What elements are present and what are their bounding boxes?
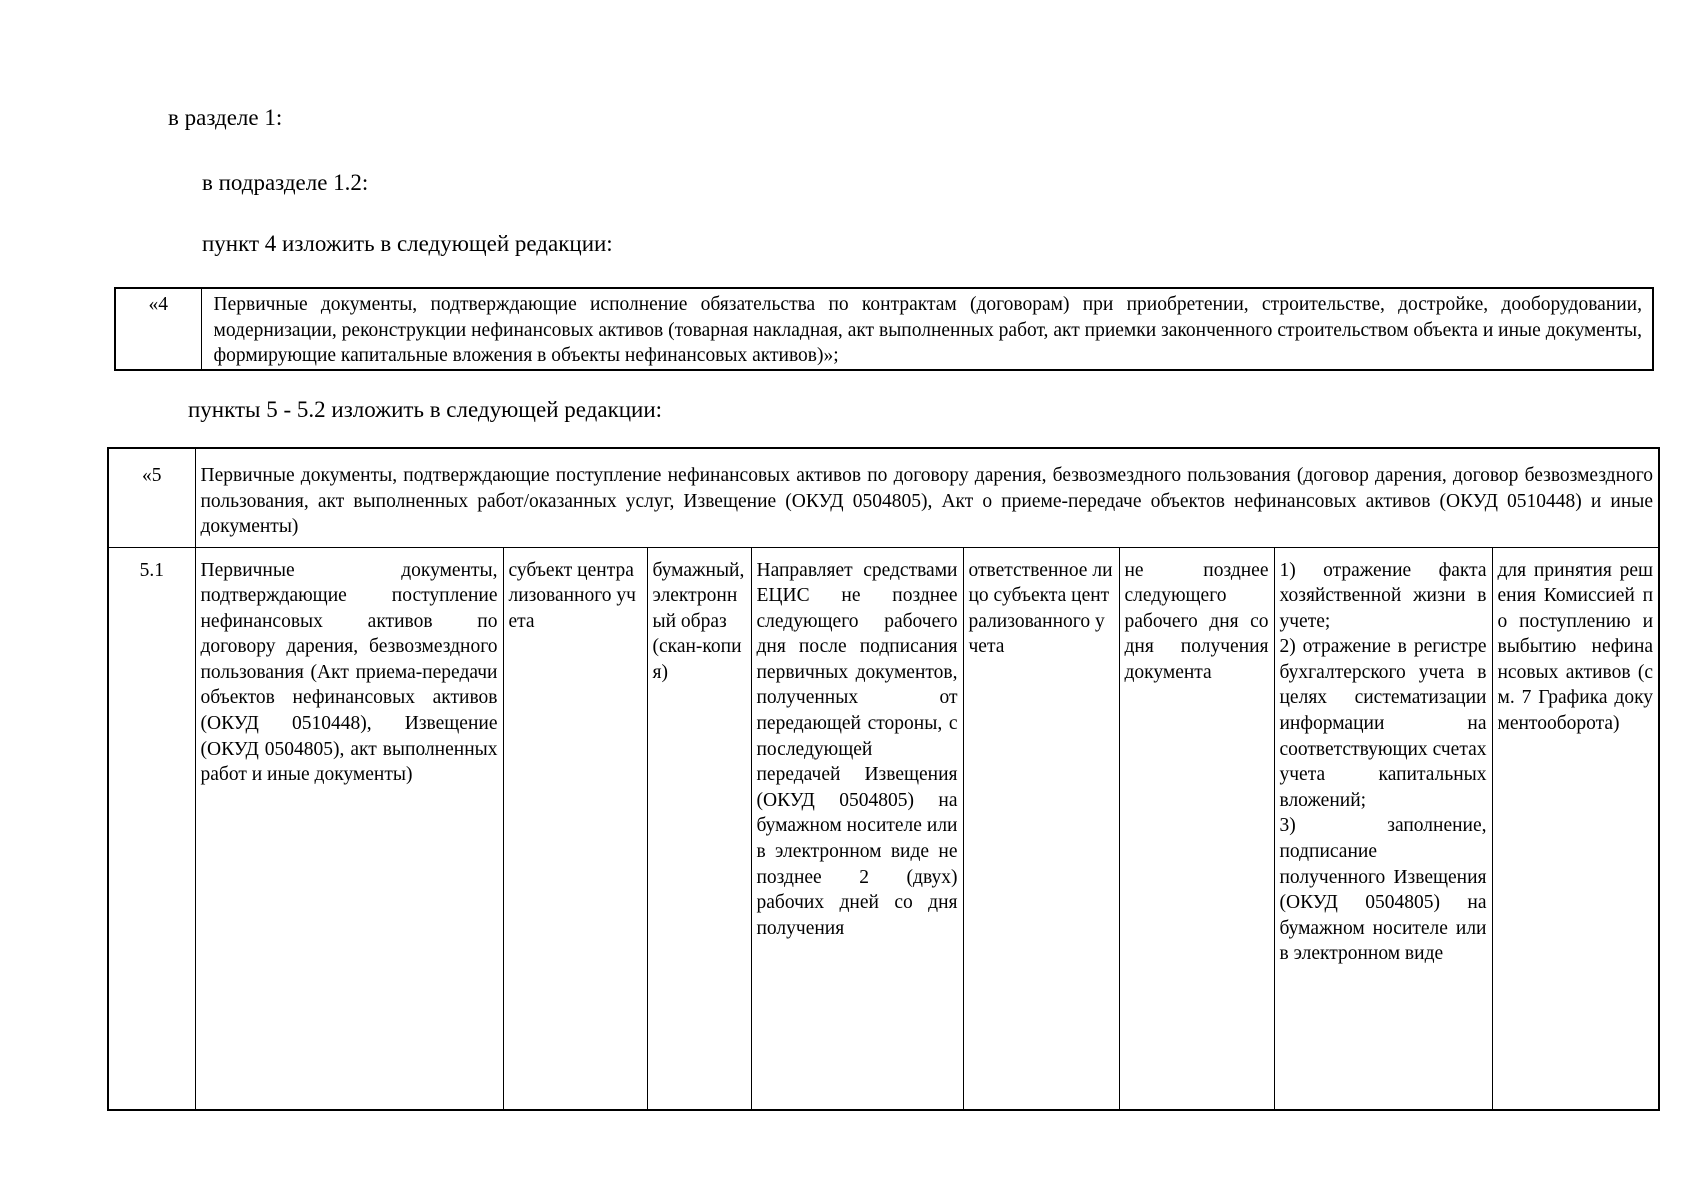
note-text: для принятия решения Комиссией по поступлению и выбытию нефинансовых активов (см. 7 Графика документооборота) bbox=[1497, 559, 1654, 735]
table-row bbox=[115, 288, 1653, 370]
document-text: Первичные документы, подтверждающие поступление нефинансовых активов по договору дарения, безвозмездного пользования (Акт приема-передачи объектов нефинансовых активов (ОКУД 0510448), Извещение (ОКУД 0504805), акт выполненных работ и иные документы) bbox=[200, 559, 498, 786]
cell-form bbox=[647, 547, 751, 1110]
form-text: бумажный, электронный образ (скан-копия) bbox=[652, 559, 745, 683]
row-text bbox=[201, 288, 1653, 370]
responsible-text: ответственное лицо субъекта централизованного учета bbox=[968, 559, 1113, 658]
section-heading: в разделе 1: bbox=[168, 105, 283, 130]
originator-text: субъект централизованного учета bbox=[508, 559, 636, 632]
row-number bbox=[115, 288, 201, 370]
cell-originator bbox=[503, 547, 647, 1110]
row-number bbox=[108, 448, 195, 547]
table-point-4 bbox=[114, 287, 1654, 371]
cell-document bbox=[195, 547, 503, 1110]
point-4-text: Первичные документы, подтверждающие исполнение обязательства по контрактам (договорам) при приобретении, строительстве, достройке, дооборудовании, модернизации, реконструкции нефинансовых активов (товарная накладная, акт выполненных работ, акт приемки законченного строительством объекта и иные документы, формирующие капитальные вложения в объекты нефинансовых активов)»; bbox=[213, 294, 1642, 367]
cell-deadline bbox=[1119, 547, 1274, 1110]
point-5-text: Первичные документы, подтверждающие поступление нефинансовых активов по договору дарения, безвозмездного пользования (договор дарения, договор безвозмездного пользования, акт выполненных работ/оказанных услуг, Извещение (ОКУД 0504805), Акт о приеме-передаче объектов нефинансовых активов (ОКУД 0510448) и иные документы) bbox=[200, 465, 1654, 538]
cell-purpose bbox=[1274, 547, 1492, 1110]
subsection-heading: в подразделе 1.2: bbox=[202, 170, 369, 195]
row-number-text: 5.1 bbox=[139, 559, 164, 581]
p5-intro: пункты 5 - 5.2 изложить в следующей редакции: bbox=[188, 397, 663, 422]
deadline-text: не позднее следующего рабочего дня со дня получения документа bbox=[1124, 559, 1269, 683]
row-number-text: «4 bbox=[148, 294, 168, 315]
p4-intro: пункт 4 изложить в следующей редакции: bbox=[202, 231, 613, 256]
cell-responsible bbox=[963, 547, 1119, 1110]
cell-note bbox=[1492, 547, 1659, 1110]
table-row bbox=[108, 448, 1659, 547]
purpose-text: 1) отражение факта хозяйственной жизни в учете; 2) отражение в регистре бухгалтерского учета в целях систематизации информации на соответствующих счетах учета капитальных вложений; 3) заполнение, подписание полученного Извещения (ОКУД 0504805) на бумажном носителе или в электронном виде bbox=[1279, 559, 1487, 965]
row-text bbox=[195, 448, 1659, 547]
row-number-text: «5 bbox=[142, 465, 162, 486]
row-number bbox=[108, 547, 195, 1110]
table-row bbox=[108, 547, 1659, 1110]
table-points-5 bbox=[107, 447, 1660, 1111]
procedure-text: Направляет средствами ЕЦИС не позднее следующего рабочего дня после подписания первичных документов, полученных от передающей стороны, с последующей передачей Извещения (ОКУД 0504805) на бумажном носителе или в электронном виде не позднее 2 (двух) рабочих дней со дня получения bbox=[756, 559, 958, 939]
cell-procedure bbox=[751, 547, 963, 1110]
